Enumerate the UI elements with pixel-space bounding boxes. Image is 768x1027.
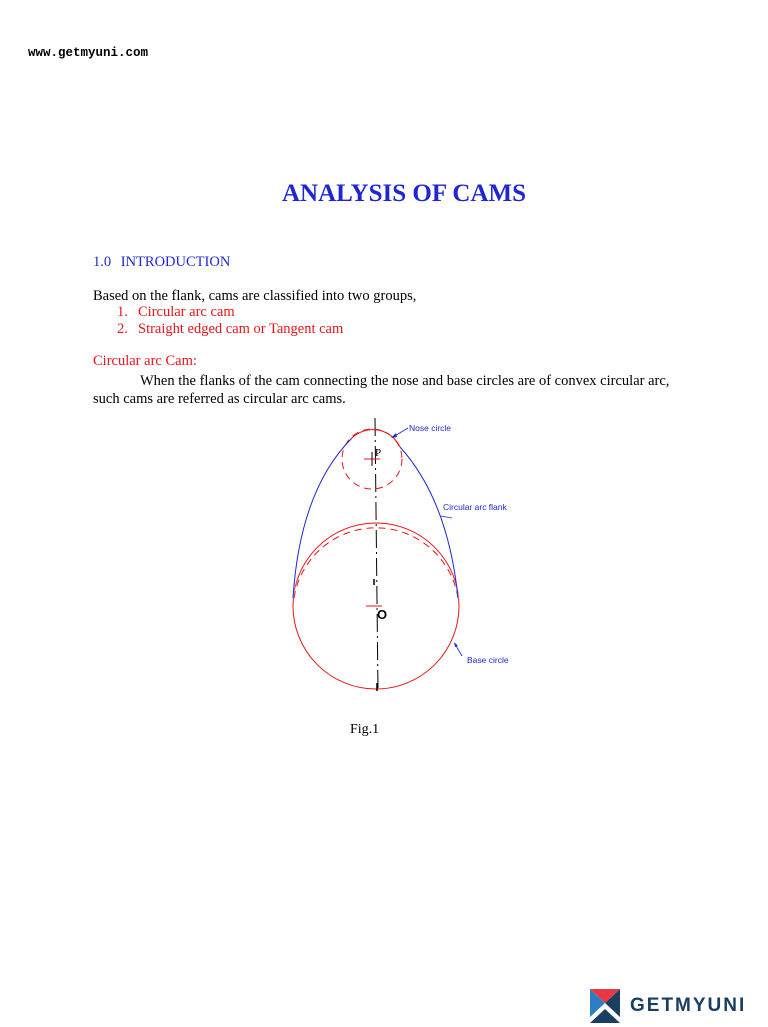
subheading: Circular arc Cam: bbox=[93, 353, 197, 369]
list-item-text: Circular arc cam bbox=[138, 304, 235, 320]
paragraph-line-1: When the flanks of the cam connecting the nose and base circles are of convex circular arc, bbox=[140, 373, 670, 389]
nose-arrowhead bbox=[391, 433, 397, 438]
base-arrowhead bbox=[454, 642, 458, 647]
point-o-label: O bbox=[377, 607, 388, 622]
nose-circle-top bbox=[352, 430, 400, 447]
page-title: ANALYSIS OF CAMS bbox=[281, 180, 527, 207]
base-circle-label: Base circle bbox=[467, 655, 509, 665]
figure-caption: Fig.1 bbox=[350, 722, 380, 737]
flank-label: Circular arc flank bbox=[443, 502, 507, 512]
list-item-number: 2. bbox=[117, 321, 128, 337]
flank-right bbox=[400, 447, 458, 598]
list-item-number: 1. bbox=[117, 304, 128, 320]
section-number: 1.0 bbox=[93, 254, 112, 270]
list-item-text: Straight edged cam or Tangent cam bbox=[138, 321, 344, 337]
nose-circle-label: Nose circle bbox=[409, 423, 452, 433]
getmyuni-logo bbox=[590, 985, 746, 1027]
source-url: www.getmyuni.com bbox=[28, 46, 149, 60]
flank-leader bbox=[441, 516, 452, 518]
paragraph-line-2: such cams are referred as circular arc cams. bbox=[93, 391, 346, 407]
section-title: INTRODUCTION bbox=[120, 254, 231, 270]
point-p-label: P bbox=[375, 447, 382, 459]
logo-mark-icon bbox=[590, 989, 620, 1023]
intro-text: Based on the flank, cams are classified into two groups, bbox=[93, 288, 417, 304]
logo-text: GETMYUNI bbox=[630, 995, 747, 1016]
